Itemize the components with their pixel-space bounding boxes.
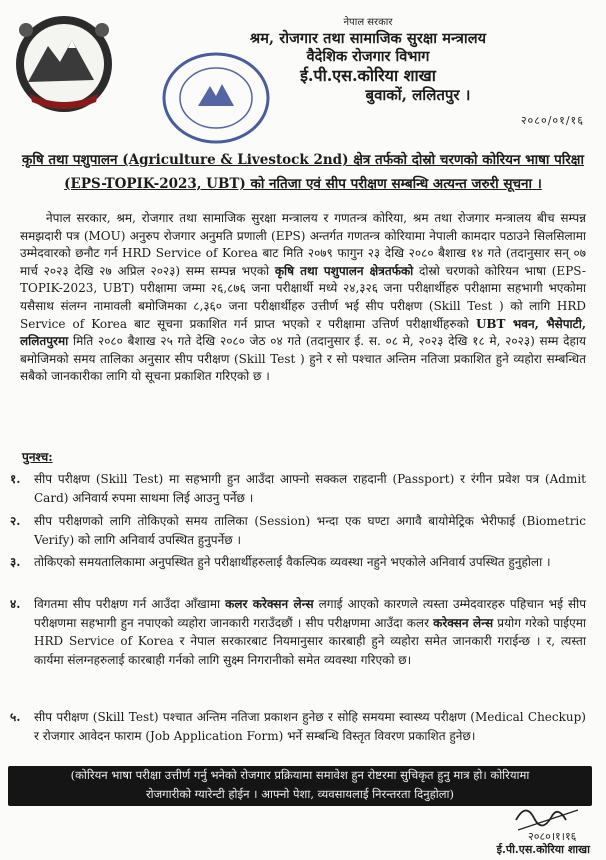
paragraph-bold-venue: UBT भवन, भैसेपाटी, ललितपुरमा xyxy=(20,316,586,349)
item-text-part: लगाई आएको कारणले त्यस्ता उम्मेदवारहरु पहिचान भई सीप परीक्षणमा सहभागी हुन नपाएको व्यहोरा जानकारी गराउँदछौं । सीप परीक्षणमा आउँदा कलर xyxy=(34,597,587,630)
government-emblem xyxy=(8,10,120,118)
paragraph-bold-sector: कृषि तथा पशुपालन क्षेत्रतर्फको xyxy=(274,263,414,278)
item-text: तोकिएको समयतालिकामा अनुपस्थित हुने परीक्षार्थीहरुलाई वैकल्पिक व्यवस्था नहुने भएकोले अनिवार्य उपस्थित हुनुहोला । xyxy=(34,555,551,569)
item-number: २. xyxy=(10,514,21,528)
item-text-part: विगतमा सीप परीक्षण गर्न आउँदा आँखामा xyxy=(34,597,226,611)
main-paragraph xyxy=(20,210,586,386)
item-text-part: प्रयोग गरेको पाईएमा HRD Service of Korea र नेपाल सरकारबाट नियमानुसार कारबाही हुने व्यहोरा समेत जानकारी गराईन्छ । र, त्यस्ता कार्यमा संलग्नहरुलाई कारबाही गर्नको लागि सुक्ष्म निगरानीको समेत व्यवस्था गरिएको छ। xyxy=(34,615,586,667)
item-number: ४. xyxy=(10,597,21,611)
item-number: ५. xyxy=(10,710,21,724)
disclaimer-line-2: रोजगारीको ग्यारेन्टी होईन । आफ्नो पेशा, व्यवसायलाई निरन्तरता दिनुहोला) xyxy=(145,787,455,801)
office-address: बुवाकों, ललितपुर । xyxy=(365,86,471,104)
item-text: सीप परीक्षणको लागि तोकिएको समय तालिका (Session) भन्दा एक घण्टा अगावै बायोमेट्रिक भेरीफाई (Biometric Verify) को लागि अनिवार्य उपस्थित हुनुपर्नेछ । xyxy=(34,514,586,547)
footer-branch-name: ई.पी.एस.कोरिया शाखा xyxy=(496,843,590,856)
disclaimer-banner xyxy=(8,766,592,806)
government-name: नेपाल सरकार xyxy=(343,17,393,28)
paragraph-part-3: मिति २०८० बैशाख २५ गते देखि २०८० जेठ ०४ गते (तदानुसार ई. स. ०८ मे, २०२३ देखि १८ मे, २०२३) सम्म देहाय बमोजिमको समय तालिका अनुसार सीप परीक्षण (Skill Test ) हुने र सो पश्चात अन्तिम नतिजा प्रकाशित हुने व्यहोरा सम्बन्धित सबैको जानकारीका लागि यो सूचना प्रकाशित गरिएको छ । xyxy=(20,334,586,384)
notice-title-line-1: कृषि तथा पशुपालन (Agriculture & Livestock 2nd) क्षेत्र तर्फको दोस्रो चरणको कोरियन भाषा परिक्षा xyxy=(22,152,584,168)
item-bold-lens: करेक्सन लेन्स xyxy=(433,615,494,630)
item-number: १. xyxy=(10,472,21,486)
paragraph-part-1: नेपाल सरकार, श्रम, रोजगार तथा सामाजिक सुरक्षा मन्त्रालय र गणतन्त्र कोरिया, श्रम तथा रोजगार मन्त्रालय बीच सम्पन्न समझदारी पत्र (MOU) अनुरुप रोजगार अनुमति प्रणाली (EPS) अन्तर्गत गणतन्त्र कोरियामा नेपाली कामदार पठाउने सिलसिलामा उम्मेदवारको छनौट गर्न HRD Service of Korea बाट मिति २०७९ फागुन २३ देखि २०८० बैशाख १४ गते (तदानुसार सन् ०७ मार्च २०२३ देखि २७ अप्रिल २०२३) सम्म सम्पन्न भएको xyxy=(20,211,586,278)
postscript-heading: पुनश्च: xyxy=(22,450,53,464)
disclaimer-line-1: (कोरियन भाषा परीक्षा उत्तीर्ण गर्नु भनेको रोजगार प्रक्रियामा समावेश हुन रोष्टरमा सुचिकृत हुनु मात्र हो। कोरियामा xyxy=(70,768,530,782)
paragraph-part-2: दोस्रो चरणको कोरियन भाषा (EPS-TOPIK-2023, UBT) परीक्षामा जम्मा २६,८७६ जना परीक्षार्थी मध्ये २४,३२६ जना परीक्षार्थीहरु परीक्षामा सहभागी भएकोमा यसैसाथ संलग्न नामावली बमोजिमका ८,३६० जना परीक्षार्थीहरु उत्तीर्ण भई सीप परीक्षण (Skill Test ) को लागि HRD Service of Korea बाट सूचना प्रकाशित गर्न प्राप्त भएको र परीक्षामा उत्तिर्ण परीक्षार्थीहरुको xyxy=(20,263,586,331)
notice-date: २०८०/०१/१६ xyxy=(520,114,584,127)
branch-name: ई.पी.एस.कोरिया शाखा xyxy=(300,66,436,85)
item-bold-lens: कलर करेक्सन लेन्स xyxy=(225,597,314,611)
instruction-item xyxy=(10,512,586,549)
instruction-item xyxy=(10,708,586,745)
item-text: सीप परीक्षण (Skill Test) मा सहभागी हुन आउँदा आफ्नो सक्कल राहदानी (Passport) र रंगीन प्रवेश पत्र (Admit Card) अनिवार्य रुपमा साथमा लिई आउनु पर्नेछ । xyxy=(34,472,586,505)
signature-date: २०८०।१।१६ xyxy=(528,830,577,843)
ministry-name: श्रम, रोजगार तथा सामाजिक सुरक्षा मन्त्रालय xyxy=(249,30,487,47)
item-text xyxy=(34,595,586,669)
item-text: सीप परीक्षण (Skill Test) पश्चात अन्तिम नतिजा प्रकाशन हुनेछ र सोहि समयमा स्वास्थ्य परीक्षण (Medical Checkup) र रोजगार आवेदन फाराम (Job Application Form) भर्ने सम्बन्धि विस्तृत विवरण प्रकाशित हुनेछ। xyxy=(34,710,586,743)
signature xyxy=(508,800,588,846)
instruction-item xyxy=(10,470,586,507)
item-number: ३. xyxy=(10,555,21,569)
instruction-item xyxy=(10,595,586,669)
notice-title-line-2: (EPS-TOPIK-2023, UBT) को नतिजा एवं सीप परीक्षण सम्बन्धि अत्यन्त जरुरी सूचना । xyxy=(64,176,542,192)
department-name: वैदेशिक रोजगार विभाग xyxy=(306,48,430,65)
instruction-item xyxy=(10,553,586,572)
